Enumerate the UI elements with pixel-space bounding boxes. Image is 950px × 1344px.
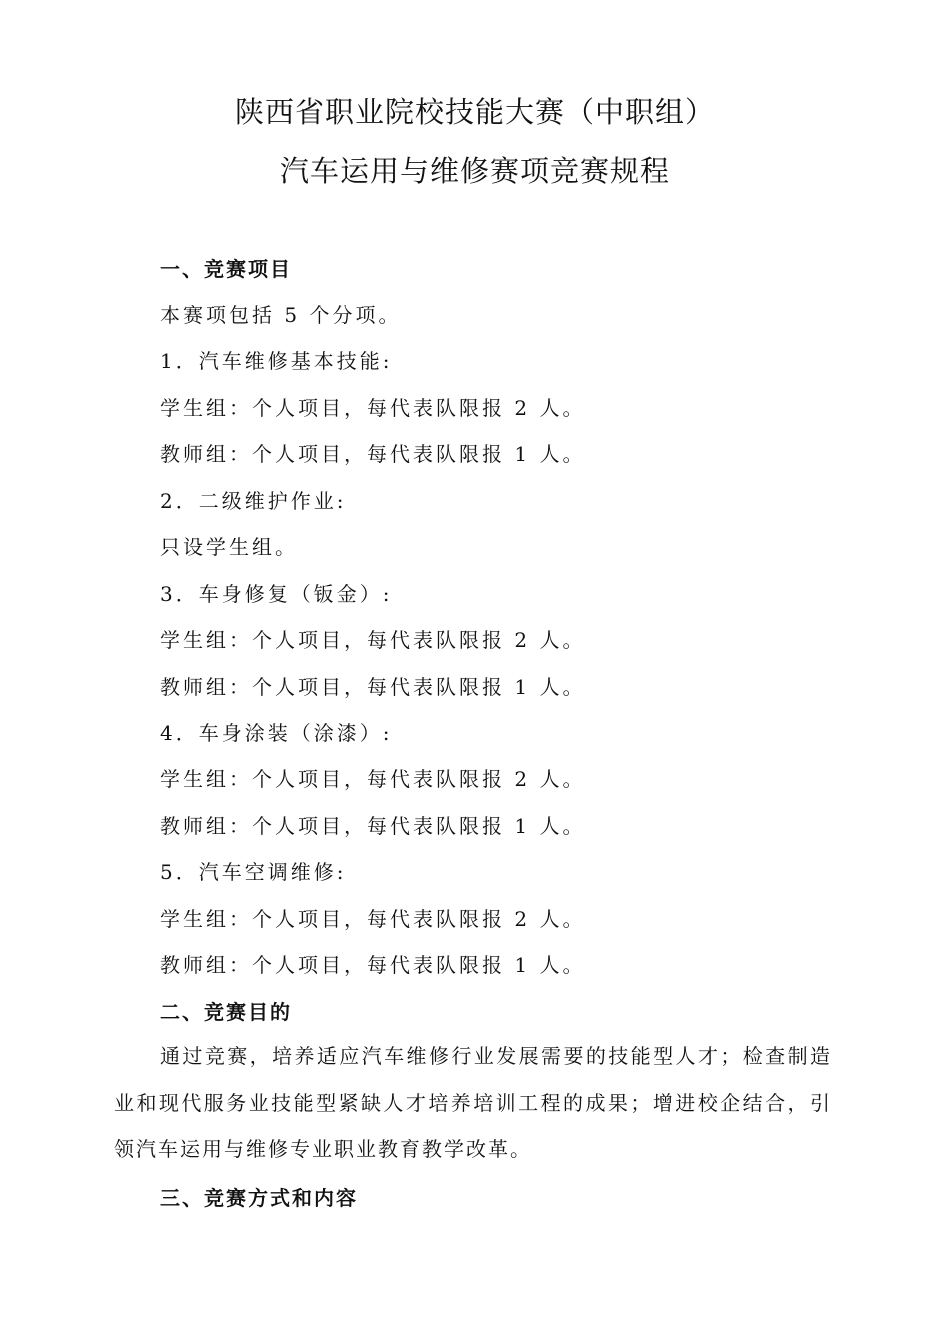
section2-heading: 二、竞赛目的 (160, 1000, 292, 1024)
section1-line: 只设学生组。 (160, 535, 298, 559)
section1-line: 学生组：个人项目，每代表队限报 2 人。 (160, 907, 586, 931)
section1-line: 教师组：个人项目，每代表队限报 1 人。 (160, 675, 586, 699)
document-title-line1: 陕西省职业院校技能大赛（中职组） (234, 95, 715, 129)
section3-heading: 三、竞赛方式和内容 (160, 1186, 358, 1210)
section1-line: 3．车身修复（钣金）: (160, 582, 393, 606)
section1-line: 1．汽车维修基本技能: (160, 349, 393, 373)
section1-line: 教师组：个人项目，每代表队限报 1 人。 (160, 953, 586, 977)
section1-line: 2．二级维护作业: (160, 489, 347, 513)
section1-line: 本赛项包括 5 个分项。 (160, 303, 402, 327)
section1-line: 4．车身涂装（涂漆）: (160, 721, 393, 745)
section1-heading: 一、竞赛项目 (160, 257, 292, 281)
section1-line: 教师组：个人项目，每代表队限报 1 人。 (160, 442, 586, 466)
section1-line: 学生组：个人项目，每代表队限报 2 人。 (160, 628, 586, 652)
section1-line: 学生组：个人项目，每代表队限报 2 人。 (160, 767, 586, 791)
section2-paragraph: 通过竞赛，培养适应汽车维修行业发展需要的技能型人才；检查制造业和现代服务业技能型紧缺人才培养培训工程的成果；增进校企结合，引领汽车运用与维修专业职业教育教学改革。 (114, 1044, 832, 1161)
section1-line: 教师组：个人项目，每代表队限报 1 人。 (160, 814, 586, 838)
document-title-line2: 汽车运用与维修赛项竞赛规程 (279, 154, 670, 188)
section1-line: 学生组：个人项目，每代表队限报 2 人。 (160, 396, 586, 420)
section1-line: 5．汽车空调维修: (160, 860, 347, 884)
